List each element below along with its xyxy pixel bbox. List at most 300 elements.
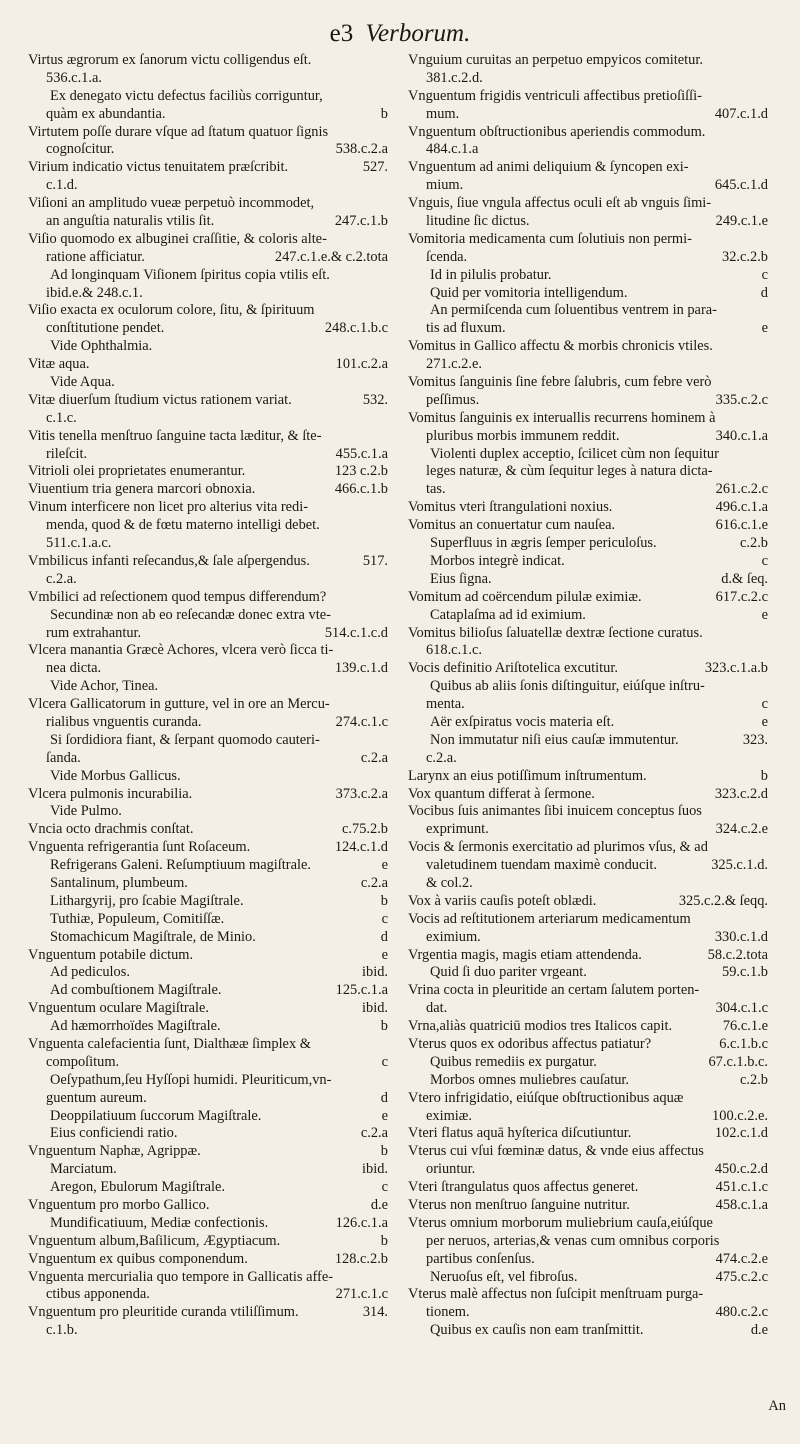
entry-text: Vomitum ad coërcendum pilulæ eximiæ. bbox=[408, 588, 642, 605]
index-entry-line bbox=[28, 786, 388, 804]
entry-text: Vnguenta refrigerantia ſunt Roſaceum. bbox=[28, 839, 251, 856]
entry-text: Tuthiæ, Populeum, Comitiſſæ. bbox=[50, 910, 225, 927]
index-entry-line bbox=[408, 88, 768, 106]
entry-reference: 76.c.1.e bbox=[722, 1018, 768, 1035]
entry-reference: 323. bbox=[742, 731, 768, 748]
entry-text: Ad combuſtionem Magiſtrale. bbox=[50, 982, 222, 999]
entry-reference: b bbox=[380, 105, 388, 122]
entry-text: Marciatum. bbox=[50, 1161, 117, 1178]
entry-reference: c bbox=[381, 910, 388, 927]
index-entry-line bbox=[408, 678, 768, 696]
index-entry-line bbox=[408, 893, 768, 911]
index-entry-line bbox=[408, 1072, 768, 1090]
index-entry-line bbox=[28, 213, 388, 231]
index-entry-line bbox=[28, 1018, 388, 1036]
entry-text: Vinum interficere non licet pro alterius vita redi- bbox=[28, 499, 309, 516]
entry-text: Vocibus ſuis animantes ſibi inuicem conceptus ſuos bbox=[408, 803, 702, 820]
entry-text: Vnguentum album,Baſilicum, Ægyptiacum. bbox=[28, 1232, 281, 1249]
entry-text: Vterus malè affectus non ſuſcipit menſtruam purga- bbox=[408, 1286, 704, 1303]
entry-text: valetudinem tuendam maximè conducit. bbox=[426, 857, 657, 874]
entry-text: Quibus ab aliis ſonis diſtinguitur, eiúſque inſtru- bbox=[430, 678, 705, 695]
index-entry-line bbox=[408, 1197, 768, 1215]
index-entry-line bbox=[28, 768, 388, 786]
entry-text: Vomitus bilioſus ſaluatellæ dextræ ſectione curatus. bbox=[408, 624, 703, 641]
entry-reference: 450.c.2.d bbox=[714, 1161, 768, 1178]
entry-text: cognoſcitur. bbox=[46, 141, 115, 158]
entry-text: Vocis & ſermonis exercitatio ad plurimos vſus, & ad bbox=[408, 839, 708, 856]
entry-text: litudine ſic dictus. bbox=[426, 213, 530, 230]
index-entry-line bbox=[408, 428, 768, 446]
index-entry-line bbox=[408, 374, 768, 392]
index-entry-line bbox=[408, 463, 768, 481]
entry-text: Vterus non menſtruo ſanguine nutritur. bbox=[408, 1197, 630, 1213]
index-entry-line bbox=[28, 1233, 388, 1251]
index-entry-line bbox=[28, 553, 388, 571]
index-entry-line bbox=[408, 875, 768, 893]
index-entry-line bbox=[28, 285, 388, 303]
index-entry-line bbox=[408, 1125, 768, 1143]
index-entry-line bbox=[28, 1000, 388, 1018]
entry-text: Vrgentia magis, magis etiam attendenda. bbox=[408, 946, 642, 963]
entry-text: Vnguentum obſtructionibus aperiendis commodum. bbox=[408, 123, 706, 140]
index-entry-line bbox=[28, 356, 388, 374]
entry-text: Vmbilicus infanti reſecandus,& ſale aſpergendus. bbox=[28, 552, 310, 569]
entry-text: Morbos integrè indicat. bbox=[430, 552, 565, 569]
entry-text: Oeſypathum,ſeu Hyſſopi humidi. Pleuriticum,vn- bbox=[50, 1071, 332, 1088]
index-entry-line bbox=[28, 374, 388, 392]
index-entry-line bbox=[408, 52, 768, 70]
index-entry-line bbox=[408, 929, 768, 947]
index-entry-line bbox=[408, 607, 768, 625]
entry-text: c.1.d. bbox=[46, 177, 78, 194]
entry-text: Vocis definitio Ariſtotelica excutitur. bbox=[408, 660, 618, 677]
entry-text: Vide Morbus Gallicus. bbox=[50, 767, 181, 784]
index-entry-line bbox=[408, 964, 768, 982]
index-entry-line bbox=[28, 410, 388, 428]
index-entry-line bbox=[28, 1108, 388, 1126]
entry-reference: e bbox=[761, 320, 768, 337]
entry-reference: c.2.b bbox=[740, 1071, 768, 1088]
index-entry-line bbox=[408, 1304, 768, 1322]
index-entry-line bbox=[28, 714, 388, 732]
entry-reference: d.e bbox=[370, 1197, 388, 1213]
entry-reference: 451.c.1.c bbox=[715, 1179, 768, 1196]
entry-text: Refrigerans Galeni. Reſumptiuum magiſtrale. bbox=[50, 857, 311, 874]
entry-reference: 455.c.1.a bbox=[335, 445, 388, 462]
entry-text: Vnguentum Naphæ, Agrippæ. bbox=[28, 1143, 201, 1160]
entry-text: ibid.e.& 248.c.1. bbox=[46, 284, 143, 301]
entry-reference: e bbox=[381, 857, 388, 874]
entry-text: Aregon, Ebulorum Magiſtrale. bbox=[50, 1179, 226, 1196]
index-entry-line bbox=[408, 446, 768, 464]
entry-text: Vomitus ſanguinis ex interuallis recurrens hominem à bbox=[408, 409, 716, 426]
index-entry-line bbox=[408, 124, 768, 142]
index-entry-line bbox=[28, 875, 388, 893]
entry-reference: 538.c.2.a bbox=[335, 141, 388, 158]
entry-text: Viſio quomodo ex albuginei craſſitie, & coloris alte- bbox=[28, 230, 327, 247]
entry-text: Morbos omnes muliebres cauſatur. bbox=[430, 1071, 630, 1088]
entry-reference: b bbox=[380, 1232, 388, 1249]
index-entry-line bbox=[408, 696, 768, 714]
index-entry-line bbox=[408, 1108, 768, 1126]
entry-text: an anguſtia naturalis vtilis ſit. bbox=[46, 213, 215, 230]
entry-reference: c.2.a bbox=[360, 1125, 388, 1142]
entry-reference: e bbox=[761, 606, 768, 623]
entry-text: Vitæ aqua. bbox=[28, 356, 90, 373]
index-entry-line bbox=[28, 1269, 388, 1287]
index-entry-line bbox=[408, 1286, 768, 1304]
entry-text: rileſcit. bbox=[46, 445, 88, 462]
entry-reference: c bbox=[761, 266, 768, 283]
entry-text: Neruoſus eſt, vel fibroſus. bbox=[430, 1268, 578, 1285]
entry-reference: 514.c.1.c.d bbox=[324, 624, 388, 641]
entry-text: c.2.a. bbox=[46, 570, 77, 587]
index-entry-line bbox=[408, 1269, 768, 1287]
entry-text: Virtutem poſſe durare vſque ad ſtatum quatuor ſignis bbox=[28, 123, 329, 140]
entry-text: Quibus remediis ex purgatur. bbox=[430, 1053, 597, 1070]
entry-reference: e bbox=[381, 1107, 388, 1124]
index-entry-line bbox=[28, 1197, 388, 1215]
page-marker: e3 bbox=[329, 20, 354, 47]
index-column-left bbox=[28, 52, 388, 1340]
index-entry-line bbox=[408, 1036, 768, 1054]
entry-text: Id in pilulis probatur. bbox=[430, 266, 552, 283]
entry-reference: 274.c.1.c bbox=[335, 713, 388, 730]
entry-text: ratione afficiatur. bbox=[46, 248, 145, 265]
index-entry-line bbox=[28, 231, 388, 249]
index-entry-line bbox=[408, 786, 768, 804]
entry-text: eximiæ. bbox=[426, 1107, 472, 1124]
entry-reference: c bbox=[381, 1053, 388, 1070]
index-entry-line bbox=[28, 929, 388, 947]
entry-text: tionem. bbox=[426, 1304, 470, 1321]
index-entry-line bbox=[28, 1286, 388, 1304]
entry-text: Vide Aqua. bbox=[50, 374, 115, 391]
index-entry-line bbox=[408, 159, 768, 177]
index-entry-line bbox=[28, 947, 388, 965]
entry-reference: 100.c.2.e. bbox=[712, 1107, 768, 1124]
entry-text: quàm ex abundantia. bbox=[46, 105, 166, 122]
index-entry-line bbox=[28, 88, 388, 106]
entry-reference: 480.c.2.c bbox=[715, 1304, 768, 1321]
index-entry-line bbox=[408, 481, 768, 499]
entry-reference: 6.c.1.b.c bbox=[719, 1035, 768, 1052]
entry-reference: e bbox=[761, 713, 768, 730]
entry-text: Quibus ex cauſis non eam tranſmittit. bbox=[430, 1322, 644, 1339]
index-entry-line bbox=[408, 1000, 768, 1018]
index-entry-line bbox=[28, 267, 388, 285]
entry-reference: 128.c.2.b bbox=[334, 1250, 388, 1267]
index-entry-line bbox=[28, 1304, 388, 1322]
entry-text: Vtero infrigidatio, eiúſque obſtructionibus aquæ bbox=[408, 1089, 684, 1106]
index-entry-line bbox=[408, 1179, 768, 1197]
entry-reference: 323.c.2.d bbox=[714, 785, 768, 802]
entry-text: Vnguentum pro morbo Gallico. bbox=[28, 1197, 210, 1213]
entry-reference: 335.c.2.c bbox=[715, 391, 768, 408]
index-entry-line bbox=[408, 410, 768, 428]
index-entry-line bbox=[408, 839, 768, 857]
index-entry-line bbox=[408, 392, 768, 410]
entry-reference: d bbox=[380, 928, 388, 945]
index-entry-line bbox=[28, 732, 388, 750]
entry-reference: c bbox=[761, 552, 768, 569]
entry-reference: 324.c.2.e bbox=[715, 821, 768, 838]
index-entry-line bbox=[408, 857, 768, 875]
entry-reference: 373.c.2.a bbox=[335, 785, 388, 802]
index-entry-line bbox=[408, 660, 768, 678]
running-header bbox=[0, 20, 800, 48]
index-entry-line bbox=[28, 642, 388, 660]
entry-reference: b bbox=[380, 892, 388, 909]
entry-reference: d.& ſeq. bbox=[721, 570, 768, 587]
entry-text: Vide Pulmo. bbox=[50, 803, 122, 820]
index-entry-line bbox=[28, 392, 388, 410]
entry-text: eximium. bbox=[426, 928, 481, 945]
entry-reference: 517. bbox=[362, 552, 388, 569]
entry-text: c.1.c. bbox=[46, 409, 77, 426]
entry-text: Non immutatur niſi eius cauſæ immutentur. bbox=[430, 731, 679, 748]
entry-text: Si ſordidiora fiant, & ſerpant quomodo cauteri- bbox=[50, 731, 320, 748]
entry-text: Vrna,aliàs quatriciū modios tres Italicos capit. bbox=[408, 1018, 673, 1035]
entry-reference: 125.c.1.a bbox=[335, 982, 388, 999]
index-entry-line bbox=[28, 320, 388, 338]
index-entry-line bbox=[408, 553, 768, 571]
entry-reference: ibid. bbox=[362, 964, 388, 981]
index-entry-line bbox=[28, 1090, 388, 1108]
index-entry-line bbox=[408, 106, 768, 124]
entry-text: nea dicta. bbox=[46, 660, 102, 677]
entry-reference: 123 c.2.b bbox=[334, 463, 388, 480]
index-entry-line bbox=[28, 1036, 388, 1054]
entry-text: tas. bbox=[426, 481, 446, 498]
entry-reference: d bbox=[760, 284, 768, 301]
entry-text: dat. bbox=[426, 1000, 448, 1017]
entry-reference: 271.c.1.c bbox=[335, 1286, 388, 1303]
entry-text: Ad hæmorrhoïdes Magiſtrale. bbox=[50, 1018, 221, 1035]
entry-text: Vox à variis cauſis poteſt oblædi. bbox=[408, 892, 597, 909]
entry-reference: 32.c.2.b bbox=[722, 248, 768, 265]
entry-reference: 102.c.1.d bbox=[714, 1125, 768, 1142]
entry-text: Vlcera Gallicatorum in gutture, vel in ore an Mercu- bbox=[28, 696, 330, 713]
index-entry-line bbox=[28, 1215, 388, 1233]
entry-text: Mundificatiuum, Mediæ confectionis. bbox=[50, 1214, 269, 1231]
index-entry-line bbox=[408, 141, 768, 159]
entry-reference: c.2.b bbox=[740, 535, 768, 552]
entry-text: oriuntur. bbox=[426, 1161, 476, 1178]
index-entry-line bbox=[28, 964, 388, 982]
entry-reference: 139.c.1.d bbox=[334, 660, 388, 677]
index-entry-line bbox=[408, 589, 768, 607]
index-entry-line bbox=[28, 750, 388, 768]
index-entry-line bbox=[28, 428, 388, 446]
entry-text: Eius conficiendi ratio. bbox=[50, 1125, 178, 1142]
index-entry-line bbox=[408, 1233, 768, 1251]
entry-reference: ibid. bbox=[362, 1161, 388, 1178]
entry-reference: 126.c.1.a bbox=[335, 1214, 388, 1231]
entry-text: Virtus ægrorum ex ſanorum victu colligendus eſt. bbox=[28, 52, 312, 68]
entry-reference: 407.c.1.d bbox=[714, 105, 768, 122]
entry-reference: c.2.a bbox=[360, 749, 388, 766]
index-entry-line bbox=[28, 517, 388, 535]
entry-reference: 325.c.1.d. bbox=[711, 857, 768, 874]
index-entry-line bbox=[28, 696, 388, 714]
entry-text: Deoppilatiuum ſuccorum Magiſtrale. bbox=[50, 1107, 262, 1124]
index-entry-line bbox=[28, 1054, 388, 1072]
index-entry-line bbox=[408, 911, 768, 929]
entry-text: Vncia octo drachmis conſtat. bbox=[28, 821, 194, 838]
entry-reference: 330.c.1.d bbox=[714, 928, 768, 945]
entry-reference: b bbox=[380, 1143, 388, 1160]
index-entry-line bbox=[28, 535, 388, 553]
index-entry-line bbox=[408, 177, 768, 195]
index-entry-line bbox=[408, 1322, 768, 1340]
entry-text: Quid per vomitoria intelligendum. bbox=[430, 284, 628, 301]
index-entry-line bbox=[408, 750, 768, 768]
index-entry-line bbox=[28, 1125, 388, 1143]
index-entry-line bbox=[408, 535, 768, 553]
entry-reference: c.2.a bbox=[360, 874, 388, 891]
index-entry-line bbox=[28, 857, 388, 875]
entry-reference: 617.c.2.c bbox=[715, 588, 768, 605]
entry-text: Vnguenta calefacientia ſunt, Dialthææ ſimplex & bbox=[28, 1035, 311, 1052]
entry-text: Vnguium curuitas an perpetuo empyicos comitetur. bbox=[408, 52, 703, 68]
index-entry-line bbox=[28, 1143, 388, 1161]
entry-text: rum extrahantur. bbox=[46, 624, 142, 641]
entry-text: tis ad fluxum. bbox=[426, 320, 506, 337]
index-entry-line bbox=[28, 499, 388, 517]
index-entry-line bbox=[408, 267, 768, 285]
index-entry-line bbox=[408, 821, 768, 839]
entry-text: Vitæ diuerſum ſtudium victus rationem variat. bbox=[28, 391, 292, 408]
entry-reference: c bbox=[761, 696, 768, 713]
entry-text: Ad longinquam Viſionem ſpiritus copia vtilis eſt. bbox=[50, 266, 330, 283]
index-entry-line bbox=[408, 356, 768, 374]
entry-reference: d bbox=[380, 1089, 388, 1106]
entry-reference: 323.c.1.a.b bbox=[704, 660, 768, 677]
index-entry-line bbox=[408, 768, 768, 786]
entry-text: conſtitutione pendet. bbox=[46, 320, 165, 337]
entry-text: Superfluus in ægris ſemper periculoſus. bbox=[430, 535, 657, 552]
index-entry-line bbox=[408, 1018, 768, 1036]
entry-text: Vomitus vteri ſtrangulationi noxius. bbox=[408, 499, 613, 516]
index-entry-line bbox=[408, 571, 768, 589]
index-entry-line bbox=[408, 517, 768, 535]
entry-reference: 616.c.1.e bbox=[715, 517, 768, 534]
index-entry-line bbox=[28, 141, 388, 159]
entry-text: Vocis ad reſtitutionem arteriarum medicamentum bbox=[408, 910, 691, 927]
entry-text: Larynx an eius potiſſimum inſtrumentum. bbox=[408, 767, 647, 784]
entry-text: Vnguentum pro pleuritide curanda vtiliſſimum. bbox=[28, 1304, 299, 1321]
index-entry-line bbox=[28, 106, 388, 124]
entry-text: Aër exſpiratus vocis materia eſt. bbox=[430, 713, 615, 730]
index-entry-line bbox=[408, 285, 768, 303]
index-entry-line bbox=[28, 70, 388, 88]
entry-text: Vomitus an conuertatur cum nauſea. bbox=[408, 517, 616, 534]
entry-text: Vterus omnium morborum muliebrium cauſa,eiúſque bbox=[408, 1214, 713, 1231]
entry-text: Virium indicatio victus tenuitatem præſcribit. bbox=[28, 159, 289, 176]
index-entry-line bbox=[408, 338, 768, 356]
entry-text: peſſimus. bbox=[426, 391, 480, 408]
entry-text: menta. bbox=[426, 696, 465, 713]
entry-text: Vnguentum ex quibus componendum. bbox=[28, 1250, 248, 1267]
entry-text: Vomitoria medicamenta cum ſolutiuis non permi- bbox=[408, 230, 692, 247]
entry-text: menda, quod & de fœtu materno intelligi debet. bbox=[46, 517, 320, 534]
entry-text: Vnguis, ſiue vngula affectus oculi eſt ab vnguis ſimi- bbox=[408, 195, 712, 212]
entry-text: Vox quantum differat à ſermone. bbox=[408, 785, 595, 802]
entry-text: Vterus cui vſui fœminæ datus, & vnde eius affectus bbox=[408, 1143, 704, 1160]
index-entry-line bbox=[408, 642, 768, 660]
index-entry-line bbox=[28, 1322, 388, 1340]
index-entry-line bbox=[28, 481, 388, 499]
index-entry-line bbox=[408, 249, 768, 267]
index-entry-line bbox=[28, 446, 388, 464]
entry-reference: 261.c.2.c bbox=[715, 481, 768, 498]
entry-text: 618.c.1.c. bbox=[426, 642, 482, 659]
index-entry-line bbox=[28, 1251, 388, 1269]
entry-reference: d.e bbox=[750, 1322, 768, 1339]
entry-reference: 247.c.1.e.& c.2.tota bbox=[274, 248, 388, 265]
index-entry-line bbox=[28, 660, 388, 678]
index-entry-line bbox=[28, 893, 388, 911]
entry-reference: 124.c.1.d bbox=[334, 839, 388, 856]
index-entry-line bbox=[28, 607, 388, 625]
index-entry-line bbox=[28, 1072, 388, 1090]
header-title: Verborum. bbox=[365, 20, 471, 47]
entry-reference: c bbox=[381, 1179, 388, 1196]
entry-reference: ibid. bbox=[362, 1000, 388, 1017]
entry-text: 536.c.1.a. bbox=[46, 69, 102, 86]
entry-text: Santalinum, plumbeum. bbox=[50, 874, 188, 891]
index-entry-line bbox=[408, 195, 768, 213]
index-entry-line bbox=[408, 213, 768, 231]
entry-reference: 527. bbox=[362, 159, 388, 176]
index-entry-line bbox=[28, 159, 388, 177]
entry-text: Vlcera manantia Græcè Achores, vlcera verò ſicca ti- bbox=[28, 642, 334, 659]
entry-text: 271.c.2.e. bbox=[426, 356, 482, 373]
entry-reference: 248.c.1.b.c bbox=[324, 320, 388, 337]
index-entry-line bbox=[28, 571, 388, 589]
index-entry-line bbox=[28, 1161, 388, 1179]
index-entry-line bbox=[28, 124, 388, 142]
index-entry-line bbox=[28, 463, 388, 481]
entry-text: rialibus vnguentis curanda. bbox=[46, 713, 202, 730]
entry-text: Secundinæ non ab eo reſecandæ donec extra vte- bbox=[50, 606, 331, 623]
index-entry-line bbox=[28, 982, 388, 1000]
entry-text: pluribus morbis immunem reddit. bbox=[426, 427, 620, 444]
entry-reference: 249.c.1.e bbox=[715, 213, 768, 230]
index-entry-line bbox=[28, 1179, 388, 1197]
entry-reference: 314. bbox=[362, 1304, 388, 1321]
entry-text: Viuentium tria genera marcori obnoxia. bbox=[28, 481, 256, 498]
entry-text: Vnguentum frigidis ventriculi affectibus pretioſiſſi- bbox=[408, 87, 702, 104]
entry-reference: 304.c.1.c bbox=[715, 1000, 768, 1017]
entry-text: Ex denegato victu defectus faciliùs corriguntur, bbox=[50, 87, 323, 104]
index-entry-line bbox=[408, 1054, 768, 1072]
index-entry-line bbox=[28, 589, 388, 607]
entry-text: ſcenda. bbox=[426, 248, 468, 265]
index-entry-line bbox=[408, 803, 768, 821]
entry-text: Vterus quos ex odoribus affectus patiatur? bbox=[408, 1035, 652, 1052]
entry-text: Viſioni an amplitudo vueæ perpetuò incommodet, bbox=[28, 195, 315, 212]
index-entry-line bbox=[408, 982, 768, 1000]
index-entry-line bbox=[408, 1161, 768, 1179]
entry-reference: b bbox=[380, 1018, 388, 1035]
index-entry-line bbox=[408, 1090, 768, 1108]
index-entry-line bbox=[28, 911, 388, 929]
entry-text: Ad pediculos. bbox=[50, 964, 130, 981]
entry-text: Viſio exacta ex oculorum colore, ſitu, & ſpirituum bbox=[28, 302, 315, 319]
index-entry-line bbox=[28, 177, 388, 195]
